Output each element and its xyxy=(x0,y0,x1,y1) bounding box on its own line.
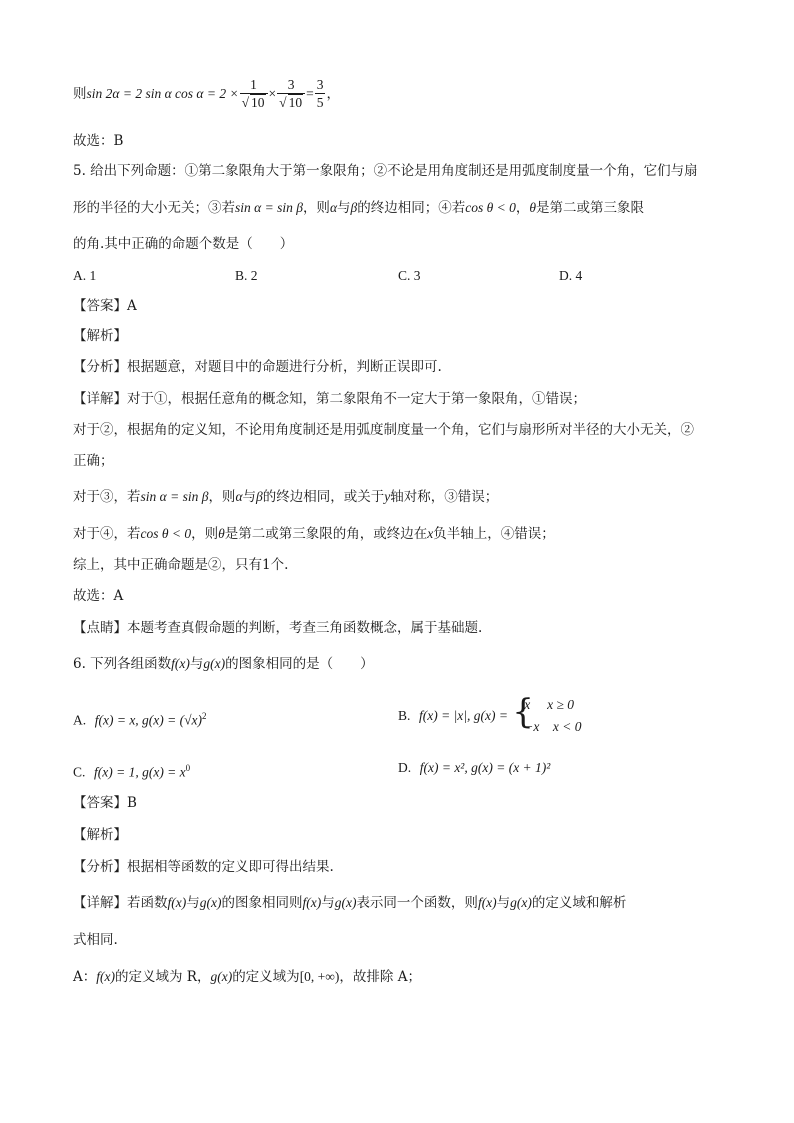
calc-line xyxy=(73,74,734,114)
q5-detail-2a: 对于②，根据角的定义知，不论用角度制还是用弧度制度量一个角，它们与扇形所对半径的大小无关，② xyxy=(73,422,694,438)
fraction-1-den: √ 10 xyxy=(241,95,265,110)
q5-summary: 综上，其中正确命题是②，只有1个. xyxy=(73,557,289,573)
fraction-2 xyxy=(277,77,305,112)
q5-option-a: A. 1 xyxy=(73,268,97,283)
q5-stem-line1: 5. 给出下列命题：①第二象限角大于第一象限角；②不论是用角度制还是用弧度制度量一个角，它们与扇 xyxy=(73,163,698,179)
q6-option-a: A. f(x) = x, $g(x) = (√x)^2$ xyxy=(73,711,207,728)
q5-detail-2b: 正确； xyxy=(73,453,114,469)
math-cos-lt: cos θ < 0 xyxy=(465,200,516,215)
q5-comment: 【点睛】本题考查真假命题的判断，考查三角函数概念，属于基础题. xyxy=(73,620,483,636)
q6-option-d: D. f(x) = x², g(x) = (x + 1)² xyxy=(398,760,551,775)
choice-b: 故选：B xyxy=(73,133,124,149)
q5-stem-line2: 形的半径的大小无关；③若sin α = sin β，则α与β的终边相同；④若cos θ < 0，θ是第二或第三象限 xyxy=(73,200,645,216)
q5-stem-line3: 的角.其中正确的命题个数是（ ） xyxy=(73,236,294,252)
q6-option-b: B. f(x) = |x|, g(x) = { x x ≥ 0 −x x < 0 xyxy=(398,694,581,738)
q6-detail-1: 【详解】若函数f(x)与g(x)的图象相同则f(x)与g(x)表示同一个函数，则f(x)与g(x)的定义域和解析 xyxy=(73,895,627,911)
q6-stem: 6. 下列各组函数f(x)与g(x)的图象相同的是（ ） xyxy=(73,656,374,672)
q6-answer: 【答案】B xyxy=(73,795,137,811)
calc-prefix: 则 xyxy=(73,86,87,102)
q5-choice: 故选：A xyxy=(73,588,124,604)
equals-sign: = xyxy=(306,86,314,101)
q6-line-a: A：f(x)的定义域为 R，g(x)的定义域为[0, +∞)，故排除 A； xyxy=(73,969,421,985)
q6-option-c: C. f(x) = 1, $g(x) = x^0$ xyxy=(73,763,191,780)
q5-detail-3: 对于③，若sin α = sin β，则α与β的终边相同，或关于y轴对称，③错误； xyxy=(73,489,499,505)
fraction-3-den: 5 xyxy=(316,95,324,110)
q5-analysis: 【解析】 xyxy=(73,328,127,344)
fraction-2-den: √ 10 xyxy=(279,95,303,110)
times-sign: × xyxy=(268,86,277,101)
fraction-1-num: 1 xyxy=(240,77,268,94)
q5-fenxi: 【分析】根据题意，对题目中的命题进行分析，判断正误即可. xyxy=(73,359,442,375)
q5-answer: 【答案】A xyxy=(73,298,137,314)
q6-detail-1b: 式相同. xyxy=(73,932,118,948)
math-sin-eq: sin α = sin β xyxy=(235,200,303,215)
brace-glyph: { xyxy=(512,692,534,732)
q5-option-c: C. 3 xyxy=(398,268,421,283)
q5-option-d: D. 4 xyxy=(559,268,583,283)
q5-detail-1: 【详解】对于①，根据任意角的概念知，第二象限角不一定大于第一象限角，①错误； xyxy=(73,391,586,407)
q6-analysis: 【解析】 xyxy=(73,827,127,843)
q5-detail-4: 对于④，若cos θ < 0，则θ是第二或第三象限的角，或终边在x负半轴上，④错误； xyxy=(73,526,555,542)
fraction-2-num: 3 xyxy=(277,77,305,94)
q6-fenxi: 【分析】根据相等函数的定义即可得出结果. xyxy=(73,859,334,875)
calc-lhs: sin 2α = 2 sin α cos α = 2 × xyxy=(86,86,239,101)
fraction-1 xyxy=(240,77,268,112)
fraction-3 xyxy=(315,77,326,112)
piecewise-function: { x x ≥ 0 −x x < 0 xyxy=(512,692,582,734)
q5-option-b: B. 2 xyxy=(235,268,258,283)
fraction-3-num: 3 xyxy=(316,77,324,92)
calc-tail: ， xyxy=(326,86,340,102)
